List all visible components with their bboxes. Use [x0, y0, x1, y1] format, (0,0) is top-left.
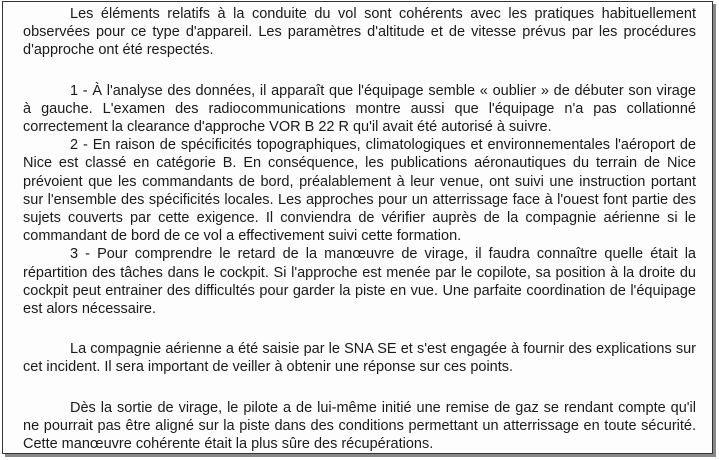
document-frame: [2, 1, 713, 454]
document-body: [23, 5, 696, 453]
paragraph-intro: Les éléments relatifs à la conduite du vol sont cohérents avec les pratiques habituellement observées pour ce type d'appareil. Les paramètres d'altitude et de vitesse prévus par les procédures d'approche ont été respectés.: [23, 6, 696, 59]
paragraph-airline: La compagnie aérienne a été saisie par le SNA SE et s'est engagée à fournir des explications sur cet incident. Il sera important de veiller à obtenir une réponse sur ces points.: [23, 341, 696, 376]
paragraph-point-2: 2 - En raison de spécificités topographiques, climatologiques et environnementales l'aéroport de Nice est classé en catégorie B. En conséquence, les publications aéronautiques du terrain de Nice prévoient que les commandants de bord, préalablement à leur venue, ont suivi une instruction portant sur l'ensemble des spécificités locales. Les approches pour un atterrissage face à l'ouest font partie des sujets couverts par cette exigence. Il conviendra de vérifier auprès de la compagnie aérienne si le commandant de bord de ce vol a effectivement suivi cette formation.: [23, 137, 696, 245]
paragraph-go-around: Dès la sortie de virage, le pilote a de lui-même initié une remise de gaz se rendant compte qu'il ne pourrait pas être aligné sur la piste dans des conditions permettant un atterrissage en toute sécurité. Cette manœuvre cohérente était la plus sûre des récupérations.: [23, 399, 696, 453]
paragraph-point-1: 1 - À l'analyse des données, il apparaît que l'équipage semble « oublier » de débuter son virage à gauche. L'examen des radiocommunications montre aussi que l'équipage n'a pas collationné correctement la clearance d'approche VOR B 22 R qu'il avait été autorisé à suivre.: [23, 82, 696, 136]
paragraph-point-3: 3 - Pour comprendre le retard de la manœuvre de virage, il faudra connaître quelle était la répartition des tâches dans le cockpit. Si l'approche est menée par le copilote, sa position à la droite du cockpit peut entrainer des difficultés pour garder la piste en vue. Une parfaite coordination de l'équipage est alors nécessaire.: [23, 246, 696, 318]
